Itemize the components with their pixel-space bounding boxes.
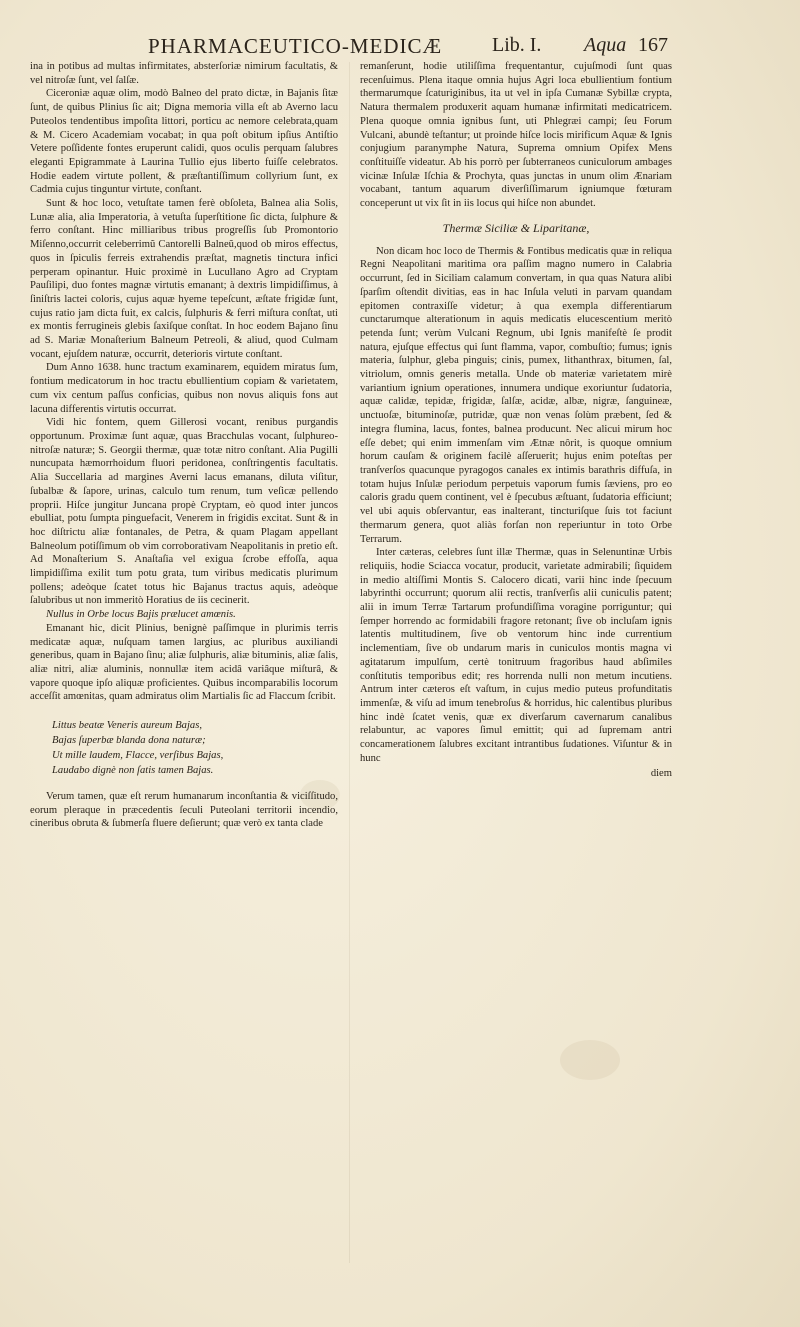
quotation: Nullus in Orbe locus Bajis prælucet amœnis. — [46, 609, 236, 621]
paragraph: Vidi hic fontem, quem Gillerosi vocant, renibus purgandis opportunum. Proximæ ſunt aquæ, quas Bracchulas vocant, ſulphureo-nitroſæ naturæ; S. Georgii thermæ, quæ totæ nitro conſtant. Alia Pugilli nuncupata hæmorrhoidum fluori peridonea, conſtringentis facultatis. Alia Succellaria ad margines Averni lacus emanans, diluta viſitur, ſubalbæ & ſapore, urinas, calculo tum renum, tum veſicæ pellendo proprii. Hiſce jungitur Juncana propè Cryptam, eò quod inter juncos ebulliat, potu ſumpta pinguefacit, Venerem in frigidis excitat. Sunt & in hoc diſtrictu aliæ fontanales, de Petra, & quam Plagam appellant Balneolum potiſſimum ob vim corroborativam Neapolitanis in pretio eſt. Ad Monaſterium S. Anaſtaſia vel exigua ſcrobe effoſſa, aqua limpidiſſima exilit tum potu grata, tum viribus medicatis plurimum pollens; adeòque ſcatet totus hic Bajanus tractus aquis, adeòque ſalubribus ut non immeritò Horatius de iis cecinerit. — [30, 417, 338, 607]
running-word: Aqua — [584, 34, 627, 56]
column-gutter — [349, 62, 350, 1263]
running-title: PHARMACEUTICO-MEDICÆ — [148, 34, 443, 58]
paragraph: Sunt & hoc loco, vetuſtate tamen ferè obſoleta, Balnea alia Solis, Lunæ alia, alia Imperatoria, à vetuſta ſuperſtitione ſic dicta, ſulphure & ferro conſtant. Hinc milliaribus tribus progreſſis ſub Promontorio Miſenno,occurrit celeberrimũ Cantorelli Balneũ,quod ob miros effectus, quos in ſpiculis ferreis extrahendis præſtat, magnetis tinctura infici perperam opinantur. Huic proximè in Lucullano Agro ad Cryptam Pauſilipi, duo fontes magnæ virtutis emanant; à dextris limpidiſſimus, à ſiniſtris lactei coloris, cujus aquæ hyeme tepeſcunt, æſtate frigidæ ſunt, cujus ratio jam dicta fuit, ex calcis, ſulphuris & ferri miſtura conſtat, uti ex montis ferrugineis glebis ſaxiſque conſtat. In hoc eodem Bajano ſinu ad S. Mariæ Monaſterium Balneum Petreoli, & aliud, quod Culmam vocant, ejuſdem naturæ, occurrit, deterioris virtute conſtant. — [30, 198, 338, 360]
page-header — [148, 34, 764, 58]
book-number: Lib. I. — [492, 34, 542, 56]
right-column — [360, 60, 672, 1269]
section-heading: Thermæ Siciliæ & Liparitanæ, — [442, 220, 590, 235]
catchword: diem — [650, 768, 672, 780]
page-number: 167 — [638, 34, 668, 56]
verse-line: Littus beatæ Veneris aureum Bajas, — [52, 720, 202, 732]
paragraph: Ciceroniæ aquæ olim, modò Balneo del prato dictæ, in Bajanis ſitæ ſunt, de quibus Plinius ſic ait; Digna memoria villa eſt ab Averno lacu Puteolos tendentibus impoſita littori, porticu ac nemore celebrata,quam & M. Cicero Academiam vocabat; in qua poſt obitum ipſius Antiſtio Vetere poſſidente fontes eruperunt calidi, quos oculis perquam ſalubres eleganti Epigrammate à Laurina Tullio ejus liberto fuiſſe celebratos. Hodie eadem virtute pollent, & præſtantiſſimum collyrium ſunt, ex Cadmia cujus tinguntur virtute, conſtant. — [30, 88, 338, 196]
verse-line: Ut mille laudem, Flacce, verſibus Bajas, — [52, 750, 224, 762]
paragraph: Emanant hic, dicit Plinius, benignè paſſimque in plurimis terris medicatæ aquæ, nuſquam tamen largius, ac pluribus auxiliandi generibus, quam in Bajano ſinu; aliæ ſulphuris, aliæ bituminis, aliæ ſalis, aliæ nitri, aliæ aluminis, nonnullæ item acidâ variâque miſturâ, & vapore quoque ipſo aliquæ proficientes. Quibus incomparabilis locorum acceſſit amœnitas, quam admiratus olim Martialis ſic ad Flaccum ſcribit. — [30, 622, 338, 703]
left-column — [30, 60, 338, 1269]
verse-line: Bajas ſuperbæ blanda dona naturæ; — [52, 735, 206, 747]
verse-block — [52, 718, 338, 778]
verse-line: Laudabo dignè non ſatis tamen Bajas. — [52, 765, 214, 777]
paragraph: ina in potibus ad multas infirmitates, absterſoriæ nimirum facultatis, & vel nitroſæ ſunt, vel ſalſæ. — [30, 61, 338, 86]
paragraph: Verum tamen, quæ eſt rerum humanarum inconſtantia & viciſſitudo, eorum pleraque in præcedentis ſeculi Puteolani territorii incendio, cineribus obruta & ſubmerſa fluere deſierunt; quæ verò ex tanta clade — [30, 791, 338, 830]
paragraph: Dum Anno 1638. hunc tractum examinarem, equidem miratus ſum, fontium medicatorum in hoc tractu ebullientium copiam & varietatem, cum vix centum paſſus conficias, quibus non novus aliquis fons aut lacuna differentis virtutis occurrat. — [30, 362, 338, 415]
paragraph: remanſerunt, hodie utiliſſima frequentantur, cujuſmodi ſunt quas recenſuimus. Plena itaque omnia hujus Agri loca ebullientium fontium thermarumque ſcaturiginibus, ita ut vel in ipſa Cumanæ Sybillæ crypta, Natura thermalem produxerit aquam humanæ infirmitati medicatricem. Plena quoque omnia ignibus ſunt, uti Phlegræi campi; ſeu Forum Vulcani, abundè teſtantur; ut proinde hiſce locis mirificum Aquæ & Ignis conjugium paranymphe Natura, Suprema omnium Opifex Mens conſtituiſſe videatur. Ab his porrò per ſubterraneos cuniculorum ambages vicinæ Inſulæ Iſchia & Prochyta, quas junctas in unum olim Ænariam vocabant, tantum aquarum diverſiſſimarum igniumque fœturam conceperunt ut vix ſit in iis locus qui hiſce non abundet. — [360, 61, 672, 210]
paragraph: Inter cæteras, celebres ſunt illæ Thermæ, quas in Selenuntinæ Urbis reliquiis, hodie Sciacca vocatur, producit, varietate admirabili; ſiquidem in medio altiſſimi Montis S. Calocero dicati, varii hinc inde ſpecuum labyrinthi occurrunt; quorum alii rectis, tranſverſis alii cuniculis patent; alii in imum Terræ Tartarum profundiſſima voragine porriguntur; qui ſemper horrendo ac formidabili fragore retonant; ſive ob incluſam ignis latentis multitudinem, ſive ob ventorum hinc inde currentium inclementiam, ſive ob undarum maris in cuniculos montis magna vi agitatarum impulſum, certè tonitruum fragoribus haud abſimiles conſtitutis temporibus edit; res horrenda nulli non metum incutiens. Antrum inter cæteros eſt vaſtum, in cujus medio puteus profunditatis immenſæ, & viſu ad imum tenebroſus & horridus, hic calentibus pluribus hinc indè ſcatet venis, quæ ex diverſarum cavernarum canalibus relabuntur, ac vapores ſimul emittit; qui ad ſupremam antri concamerationem ſalubres excitant intrantibus ſudationes. Viſuntur & in hunc — [360, 547, 672, 764]
paragraph: Non dicam hoc loco de Thermis & Fontibus medicatis quæ in reliqua Regni Neapolitani maritima ora paſſim magno numero in Calabria occurrunt, ſed in Siciliam calamum convertam, in qua quas Natura alibi ſparſim oſtendit divitias, eas in hac Inſula veluti in parvam quandam epitomen contraxiſſe videtur; à qua exempla differentiarum cunctarumque alterationum in aquis medicatis elucescentium meritò petenda ſunt; verùm Vulcani Regnum, ubi Ignis manifeſtè ſe prodit natura, ejuſque effectus qui ſunt flamma, vapor, combuſtio; fumus; ignis materia, ſulphur, gleba pinguis; cinis, pumex, lithanthrax, bitumen, ſal, vitriolum, omnis generis metalla. Unde ob materiæ varietatem mirè variantium ignium operationes, innumera undique exoriuntur ſudatoria, aquæ calidæ, tepidæ, frigidæ, ſalſæ, acidæ, albæ, nigræ, ſanguineæ, unctuoſæ, bituminoſæ, putridæ, quæ non venas ſolùm præbent, ſed & integra flumina, lacus, fontes, balnea producunt. Nec alicui mirum hoc eſſe debet; qui enim immenſam vim Ætnæ nôrit, is quoque omnium horum cauſam & originem facilè aſſeruerit; hujus enim poteſtas per tranſverſos quacunque pyragogos canales ex intimis barathris diffuſa, in totam hujus Inſulæ periodum perpetuis vaporum fumis ſæviens, pro eo caloris gradu quem continent, vel è ſpecubus æſtuant, ſudatoria efficiunt; vel ubi aquis obſervantur, eas inalterant, tincturiſque ſuis tot faciunt thermarum genera, quot aliàs forſan non reperiuntur in toto Orbe Terrarum. — [360, 245, 672, 545]
